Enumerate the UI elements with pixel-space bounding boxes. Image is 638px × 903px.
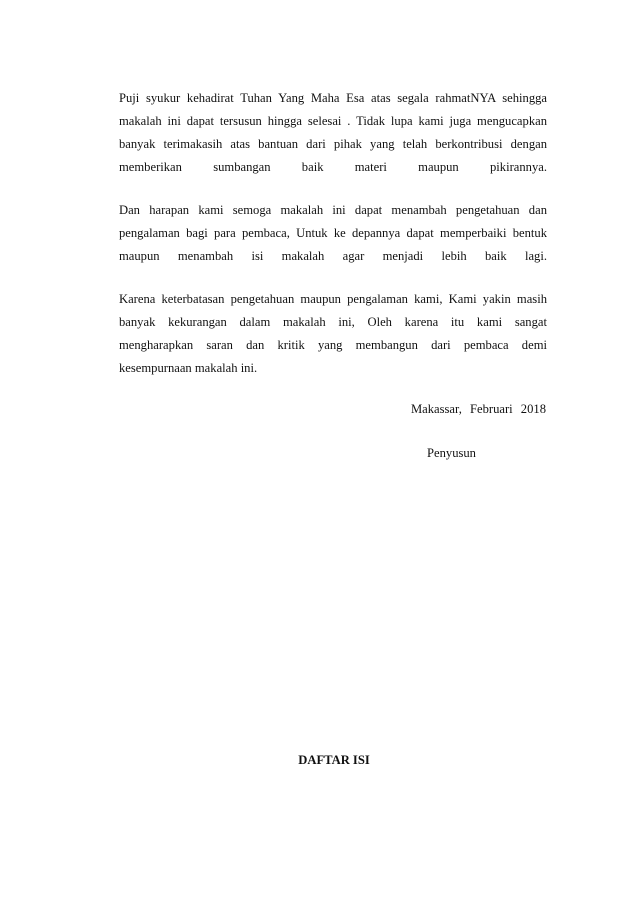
paragraph-line: banyak kekurangan dalam makalah ini, Oleh karena itu kami sangat <box>119 315 547 329</box>
paragraph-line: mengharapkan saran dan kritik yang membangun dari pembaca demi <box>119 338 547 352</box>
paragraph-line: kesempurnaan makalah ini. <box>119 361 258 375</box>
paragraph-line: maupun menambah isi makalah agar menjadi lebih baik lagi. <box>119 249 547 263</box>
paragraph-line: Karena keterbatasan pengetahuan maupun pengalaman kami, Kami yakin masih <box>119 292 547 306</box>
paragraph-line: pengalaman bagi para pembaca, Untuk ke depannya dapat memperbaiki bentuk <box>119 226 547 240</box>
paragraph-line: banyak terimakasih atas bantuan dari pihak yang telah berkontribusi dengan <box>119 137 547 151</box>
paragraph-line: Dan harapan kami semoga makalah ini dapat menambah pengetahuan dan <box>119 203 547 217</box>
signer-label: Penyusun <box>427 446 476 460</box>
paragraph-line: memberikan sumbangan baik materi maupun pikirannya. <box>119 160 547 174</box>
place-date: Makassar, Februari 2018 <box>410 402 546 416</box>
paragraph-line: Puji syukur kehadirat Tuhan Yang Maha Esa atas segala rahmatNYA sehingga <box>119 91 547 105</box>
toc-heading: DAFTAR ISI <box>298 753 370 767</box>
paragraph-line: makalah ini dapat tersusun hingga selesai . Tidak lupa kami juga mengucapkan <box>119 114 547 128</box>
